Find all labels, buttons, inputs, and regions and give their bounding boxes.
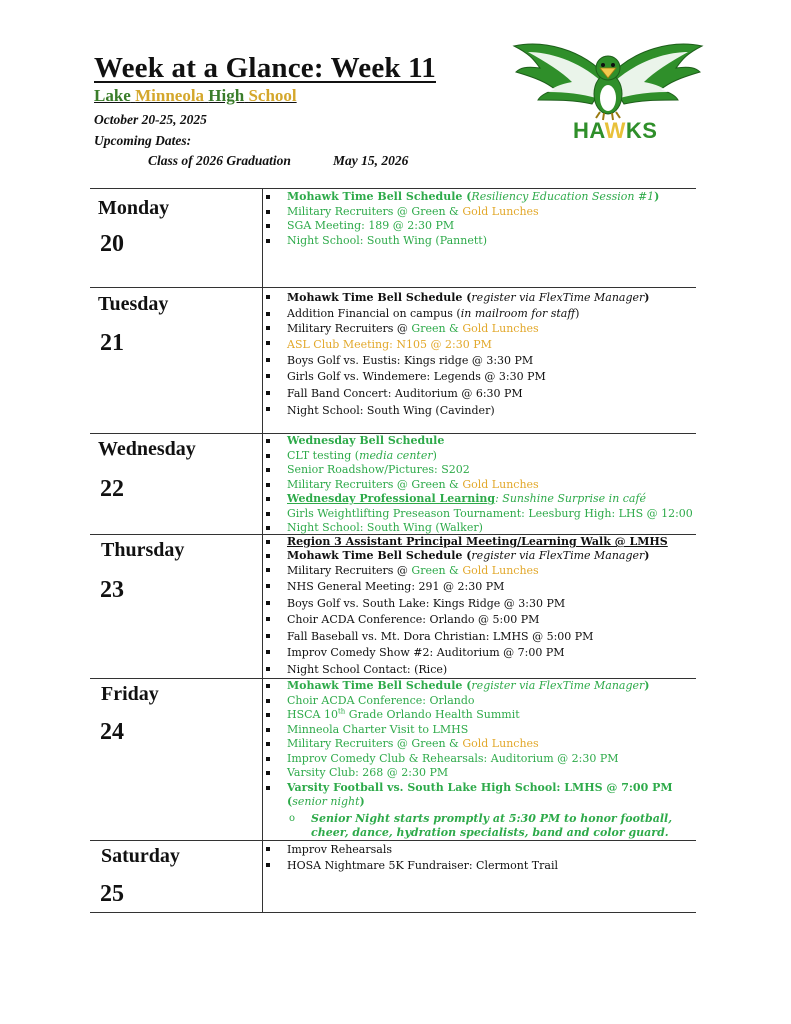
- logo-text-part: W: [604, 118, 626, 143]
- event-list: [265, 434, 694, 536]
- list-item: Military Recruiters @ Green & Gold Lunches: [265, 321, 694, 336]
- list-item: HSCA 10th Grade Orlando Health Summit: [265, 708, 694, 723]
- list-item: Military Recruiters @ Green & Gold Lunches: [265, 205, 694, 220]
- day-name: Monday: [98, 197, 170, 219]
- date-range: October 20-25, 2025: [94, 112, 207, 127]
- day-row-thursday: [90, 535, 696, 679]
- upcoming-date: May 15, 2026: [333, 153, 409, 168]
- day-row-monday: [90, 189, 696, 288]
- page-title: Week at a Glance: Week 11: [94, 52, 436, 84]
- list-item: Girls Weightlifting Preseason Tournament: Leesburg High: LHS @ 12:00: [265, 507, 694, 522]
- list-item: Military Recruiters @ Green & Gold Lunches: [265, 563, 694, 579]
- day-name: Friday: [101, 683, 159, 705]
- list-item: Varsity Club: 268 @ 2:30 PM: [265, 766, 694, 781]
- list-item: Mohawk Time Bell Schedule (register via FlexTime Manager): [265, 549, 694, 563]
- upcoming-event: Class of 2026 Graduation: [148, 153, 291, 168]
- school-name-high: High: [208, 86, 245, 105]
- day-name: Thursday: [101, 539, 185, 561]
- list-item: Fall Band Concert: Auditorium @ 6:30 PM: [265, 386, 694, 403]
- list-item: Improv Rehearsals: [265, 842, 694, 858]
- day-name: Tuesday: [98, 293, 169, 315]
- event-list: [265, 535, 694, 677]
- day-row-tuesday: [90, 288, 696, 434]
- list-item: Minneola Charter Visit to LMHS: [265, 723, 694, 738]
- list-item: ASL Club Meeting: N105 @ 2:30 PM: [265, 336, 694, 353]
- list-item: Mohawk Time Bell Schedule (Resiliency Education Session #1): [265, 190, 694, 205]
- list-item: Military Recruiters @ Green & Gold Lunches: [265, 737, 694, 752]
- logo-text-part: KS: [625, 118, 658, 143]
- list-item: Boys Golf vs. South Lake: Kings Ridge @ 3:30 PM: [265, 596, 694, 613]
- day-number: 22: [100, 476, 124, 502]
- day-cell: [90, 189, 263, 287]
- list-item: Wednesday Professional Learning: Sunshine Surprise in café: [265, 492, 694, 507]
- school-name-school: School: [248, 86, 297, 105]
- list-subitem: o Senior Night starts promptly at 5:30 PM to honor football, cheer, dance, hydration specialists, band and color guard.: [265, 812, 694, 841]
- list-item: Senior Roadshow/Pictures: S202: [265, 463, 694, 478]
- list-item: Fall Baseball vs. Mt. Dora Christian: LMHS @ 5:00 PM: [265, 629, 694, 646]
- day-row-wednesday: [90, 434, 696, 535]
- list-item: Mohawk Time Bell Schedule (register via FlexTime Manager): [265, 679, 694, 694]
- day-name: Wednesday: [98, 438, 196, 460]
- list-item: Night School: South Wing (Cavinder): [265, 402, 694, 419]
- list-item: Night School: South Wing (Pannett): [265, 234, 694, 249]
- upcoming-label: Upcoming Dates:: [94, 133, 192, 148]
- day-number: 24: [100, 719, 124, 745]
- list-item: Choir ACDA Conference: Orlando: [265, 694, 694, 709]
- list-item: Improv Comedy Show #2: Auditorium @ 7:00 PM: [265, 645, 694, 662]
- list-item: Boys Golf vs. Eustis: Kings ridge @ 3:30 PM: [265, 353, 694, 370]
- school-name-lake: Lake: [94, 86, 131, 105]
- event-list: [265, 190, 694, 248]
- logo-text: [573, 118, 657, 144]
- day-name: Saturday: [101, 845, 180, 867]
- list-item: NHS General Meeting: 291 @ 2:30 PM: [265, 579, 694, 596]
- list-item: HOSA Nightmare 5K Fundraiser: Clermont Trail: [265, 858, 694, 874]
- list-item: Varsity Football vs. South Lake High School: LMHS @ 7:00 PM (senior night): [265, 781, 694, 810]
- day-number: 25: [100, 881, 124, 907]
- list-item: SGA Meeting: 189 @ 2:30 PM: [265, 219, 694, 234]
- list-item: Improv Comedy Club & Rehearsals: Auditorium @ 2:30 PM: [265, 752, 694, 767]
- list-item: Wednesday Bell Schedule: [265, 434, 694, 449]
- list-item: Girls Golf vs. Windemere: Legends @ 3:30 PM: [265, 369, 694, 386]
- day-number: 21: [100, 330, 124, 356]
- day-number: 23: [100, 577, 124, 603]
- event-list: [265, 842, 694, 873]
- school-name: [94, 86, 297, 106]
- list-item: Mohawk Time Bell Schedule (register via FlexTime Manager): [265, 290, 694, 307]
- event-list: [265, 290, 694, 419]
- list-item: Military Recruiters @ Green & Gold Lunches: [265, 478, 694, 493]
- day-number: 20: [100, 231, 124, 257]
- day-row-friday: [90, 679, 696, 841]
- school-name-minneola: Minneola: [135, 86, 205, 105]
- day-row-saturday: [90, 841, 696, 913]
- day-cell: [90, 679, 263, 840]
- list-item: Night School Contact: (Rice): [265, 662, 694, 677]
- list-item: Region 3 Assistant Principal Meeting/Learning Walk @ LMHS: [265, 535, 694, 549]
- day-cell: [90, 841, 263, 912]
- list-item: Addition Financial on campus (in mailroom for staff): [265, 307, 694, 321]
- list-item: CLT testing (media center): [265, 449, 694, 464]
- day-cell: [90, 535, 263, 678]
- list-item: Night School: South Wing (Walker): [265, 521, 694, 536]
- logo-text-part: HA: [573, 118, 605, 143]
- event-list: [265, 679, 694, 841]
- day-cell: [90, 434, 263, 534]
- day-cell: [90, 288, 263, 433]
- list-item: Choir ACDA Conference: Orlando @ 5:00 PM: [265, 612, 694, 629]
- schedule-table: [90, 188, 696, 913]
